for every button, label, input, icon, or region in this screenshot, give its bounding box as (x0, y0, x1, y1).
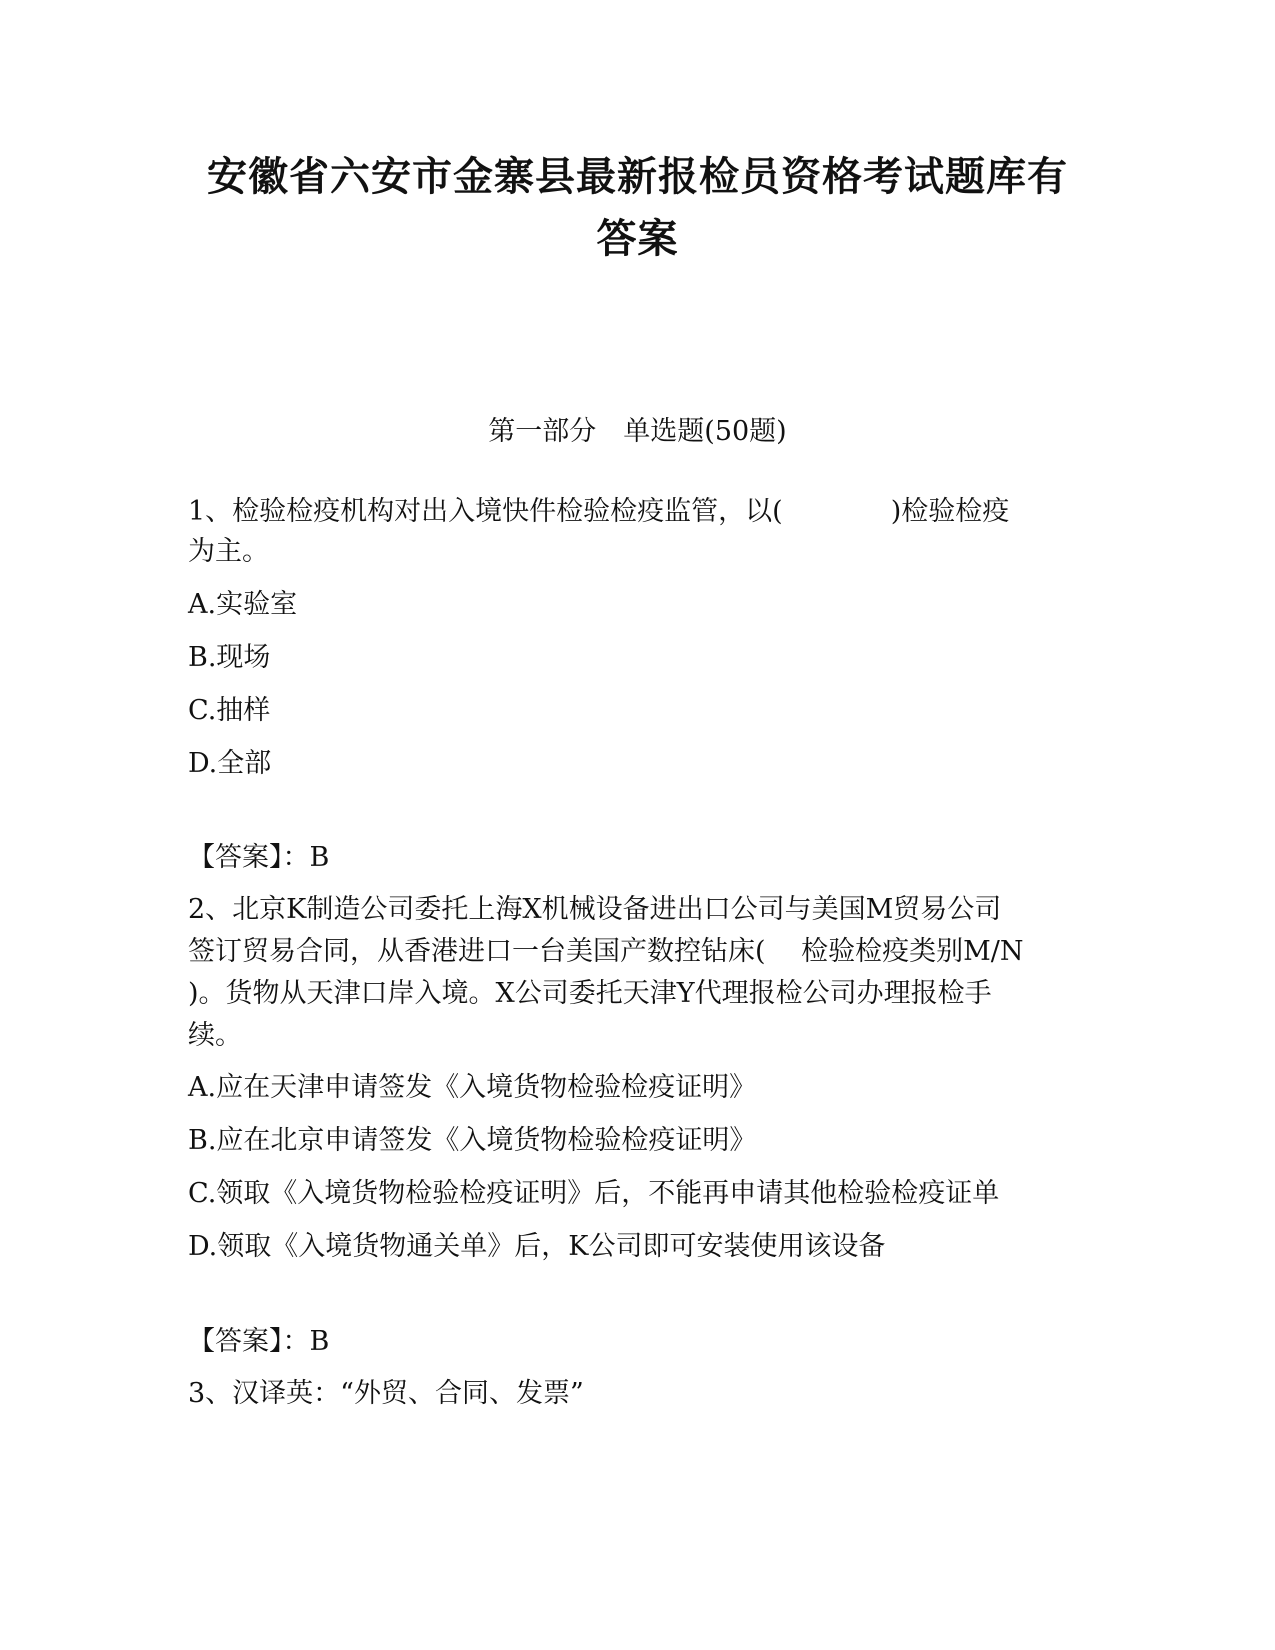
question-1-answer: 【答案】：B (188, 842, 330, 873)
question-2-answer: 【答案】：B (188, 1326, 330, 1357)
question-2-option-d: D.领取《入境货物通关单》后，K公司即可安装使用该设备 (188, 1231, 886, 1262)
question-2-option-b: B.应在北京申请签发《入境货物检验检疫证明》 (188, 1125, 757, 1156)
document-title (150, 146, 1125, 270)
question-2-option-a: A.应在天津申请签发《入境货物检验检疫证明》 (188, 1072, 757, 1103)
question-2-line-4: 续。 (188, 1020, 242, 1051)
question-1-option-d: D.全部 (188, 748, 272, 779)
question-1-line-1: 1、检验检疫机构对出入境快件检验检疫监管，以( )检验检疫 (188, 496, 1010, 527)
question-2-line-3: )。货物从天津口岸入境。X公司委托天津Y代理报检公司办理报检手 (188, 978, 992, 1009)
question-2-line-2: 签订贸易合同，从香港进口一台美国产数控钻床( 检验检疫类别M/N (188, 936, 1024, 967)
question-1-line-2: 为主。 (188, 536, 269, 567)
question-1-option-a: A.实验室 (188, 589, 298, 620)
question-2-line-1: 2、北京K制造公司委托上海X机械设备进出口公司与美国M贸易公司 (188, 894, 1002, 925)
question-1-option-c: C.抽样 (188, 695, 271, 726)
question-1-option-b: B.现场 (188, 642, 271, 673)
title-line-1: 安徽省六安市金寨县最新报检员资格考试题库有 (207, 153, 1068, 200)
section-title: 第一部分 单选题(50题) (488, 416, 787, 447)
title-line-2: 答案 (596, 215, 679, 262)
question-3-line-1: 3、汉译英：“外贸、合同、发票” (188, 1378, 584, 1409)
question-2-option-c: C.领取《入境货物检验检疫证明》后，不能再申请其他检验检疫证单 (188, 1178, 1000, 1209)
